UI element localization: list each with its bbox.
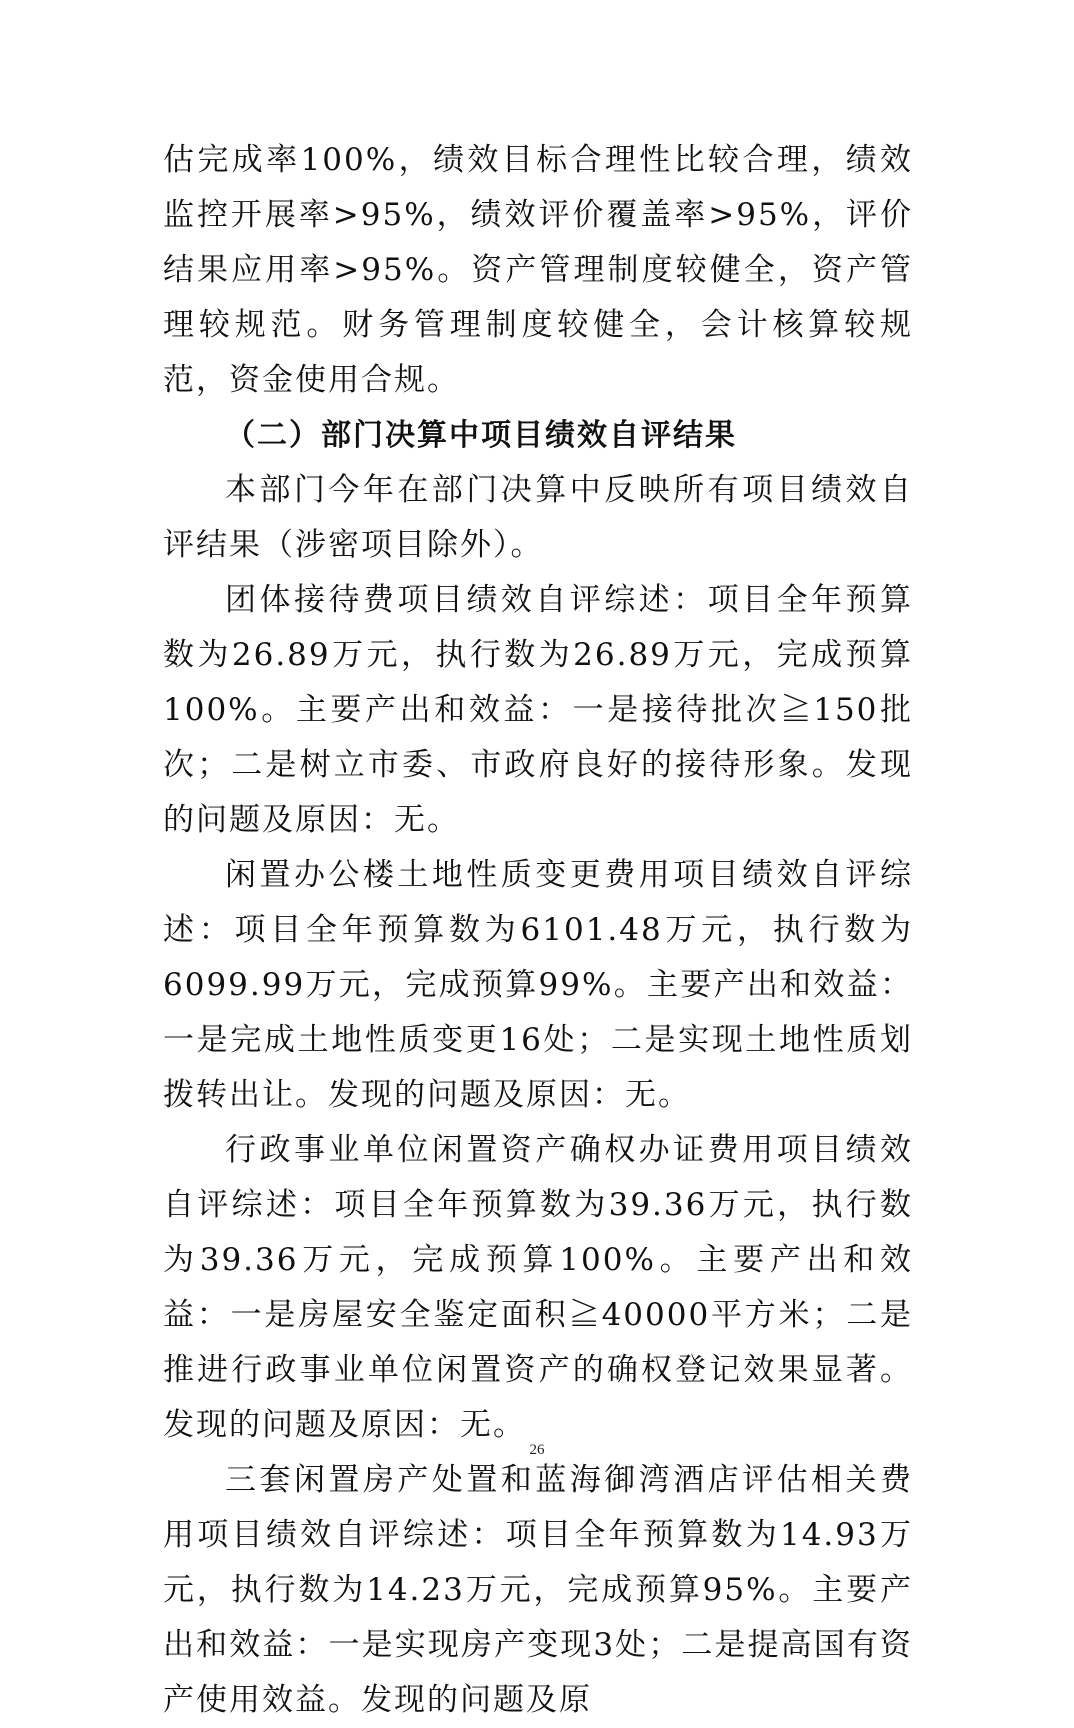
paragraph-asset-certification: 行政事业单位闲置资产确权办证费用项目绩效自评综述：项目全年预算数为39.36万元，执行数为39.36万元，完成预算100%。主要产出和效益：一是房屋安全鉴定面积≧40000平方米；二是推进行政事业单位闲置资产的确权登记效果显著。发现的问题及原因：无。 (163, 1132, 913, 1443)
section-heading: （二）部门决算中项目绩效自评结果 (225, 418, 737, 453)
paragraph-continuation: 估完成率100%，绩效目标合理性比较合理，绩效监控开展率>95%，绩效评价覆盖率>95%，评价结果应用率>95%。资产管理制度较健全，资产管理较规范。财务管理制度较健全，会计核算较规范，资金使用合规。 (163, 142, 913, 398)
document-body (163, 133, 913, 1728)
paragraph-property-disposal: 三套闲置房产处置和蓝海御湾酒店评估相关费用项目绩效自评综述：项目全年预算数为14.93万元，执行数为14.23万元，完成预算95%。主要产出和效益：一是实现房产变现3处；二是提高国有资产使用效益。发现的问题及原 (163, 1462, 913, 1718)
page-number: 26 (529, 1442, 545, 1458)
paragraph-reception-fee: 团体接待费项目绩效自评综述：项目全年预算数为26.89万元，执行数为26.89万元，完成预算100%。主要产出和效益：一是接待批次≧150批次；二是树立市委、市政府良好的接待形象。发现的问题及原因：无。 (163, 582, 913, 838)
paragraph-intro: 本部门今年在部门决算中反映所有项目绩效自评结果（涉密项目除外）。 (163, 472, 913, 563)
paragraph-land-change: 闲置办公楼土地性质变更费用项目绩效自评综述：项目全年预算数为6101.48万元，执行数为6099.99万元，完成预算99%。主要产出和效益：一是完成土地性质变更16处；二是实现土地性质划拨转出让。发现的问题及原因：无。 (163, 857, 913, 1113)
